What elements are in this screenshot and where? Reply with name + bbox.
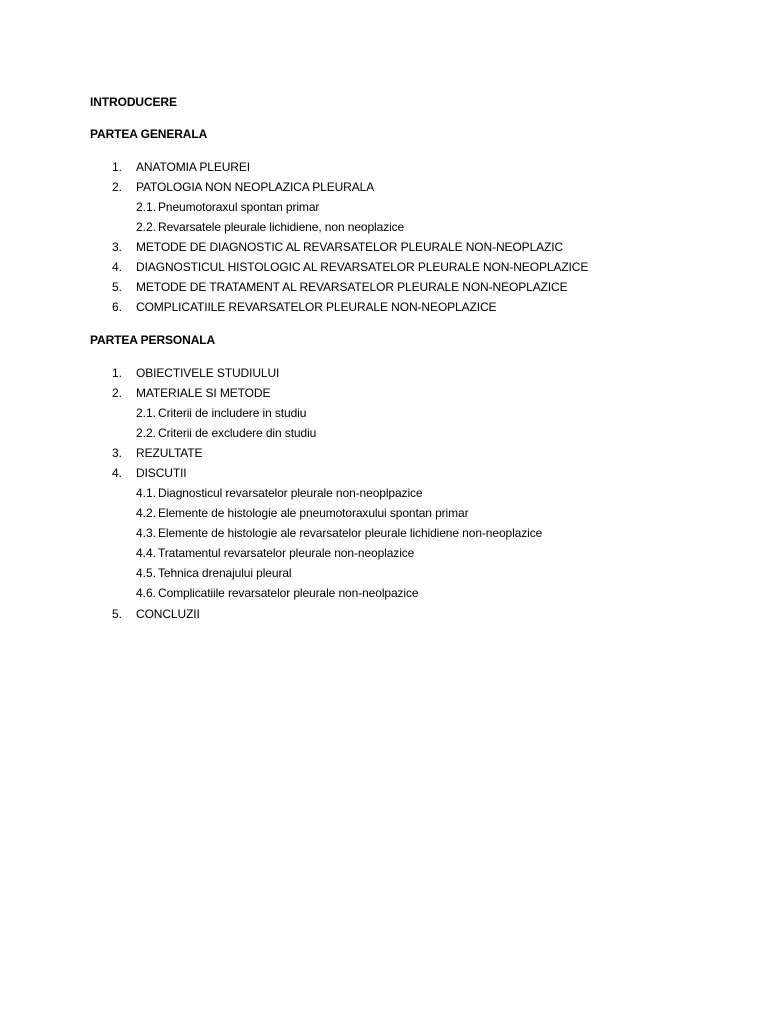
item-number: 3.: [111, 446, 122, 460]
sub-item-text: Elemente de histologie ale revarsatelor pleurale lichidiene non-neoplazice: [158, 526, 543, 540]
sub-item-text: Tratamentul revarsatelor pleurale non-neoplazice: [158, 546, 415, 560]
item-text: OBIECTIVELE STUDIULUI: [136, 366, 280, 380]
sub-item-text: Tehnica drenajului pleural: [158, 566, 292, 580]
item-text: METODE DE TRATAMENT AL REVARSATELOR PLEURALE NON-NEOPLAZICE: [136, 280, 568, 294]
item-number: 3.: [111, 240, 122, 254]
item-number: 2.: [111, 180, 122, 194]
sub-item-number: 4.5.: [136, 566, 157, 580]
item-text: DIAGNOSTICUL HISTOLOGIC AL REVARSATELOR PLEURALE NON-NEOPLAZICE: [136, 260, 589, 274]
sub-item-number: 4.1.: [136, 486, 157, 500]
personal-heading: PARTEA PERSONALA: [90, 333, 216, 347]
item-number: 1.: [111, 160, 122, 174]
sub-item-number: 4.2.: [136, 506, 157, 520]
sub-item-number: 2.2.: [136, 426, 157, 440]
item-text: ANATOMIA PLEUREI: [136, 160, 250, 174]
item-number: 4.: [111, 466, 122, 480]
sub-item-number: 4.3.: [136, 526, 157, 540]
item-number: 2.: [111, 386, 122, 400]
intro-heading: INTRODUCERE: [90, 95, 177, 109]
item-number: 5.: [111, 280, 122, 294]
sub-item-number: 2.1.: [136, 406, 157, 420]
item-text: METODE DE DIAGNOSTIC AL REVARSATELOR PLEURALE NON-NEOPLAZIC: [136, 240, 564, 254]
sub-item-number: 2.1.: [136, 200, 157, 214]
item-text: PATOLOGIA NON NEOPLAZICA PLEURALA: [136, 180, 375, 194]
general-heading: PARTEA GENERALA: [90, 127, 208, 141]
item-text: MATERIALE SI METODE: [136, 386, 271, 400]
item-text: DISCUTII: [136, 466, 187, 480]
sub-item-text: Pneumotoraxul spontan primar: [158, 200, 320, 214]
item-number: 6.: [111, 300, 122, 314]
sub-item-number: 2.2.: [136, 220, 157, 234]
sub-item-text: Revarsatele pleurale lichidiene, non neoplazice: [158, 220, 405, 234]
sub-item-text: Elemente de histologie ale pneumotoraxului spontan primar: [158, 506, 469, 520]
item-text: REZULTATE: [136, 446, 203, 460]
sub-item-text: Criterii de excludere din studiu: [158, 426, 317, 440]
sub-item-text: Criterii de includere in studiu: [158, 406, 307, 420]
sub-item-text: Complicatiile revarsatelor pleurale non-neolpazice: [158, 586, 419, 600]
sub-item-number: 4.6.: [136, 586, 157, 600]
item-text: CONCLUZII: [136, 607, 200, 621]
item-number: 1.: [111, 366, 122, 380]
sub-item-text: Diagnosticul revarsatelor pleurale non-neoplpazice: [158, 486, 423, 500]
item-number: 5.: [111, 607, 122, 621]
item-number: 4.: [111, 260, 122, 274]
item-text: COMPLICATIILE REVARSATELOR PLEURALE NON-NEOPLAZICE: [136, 300, 497, 314]
sub-item-number: 4.4.: [136, 546, 157, 560]
